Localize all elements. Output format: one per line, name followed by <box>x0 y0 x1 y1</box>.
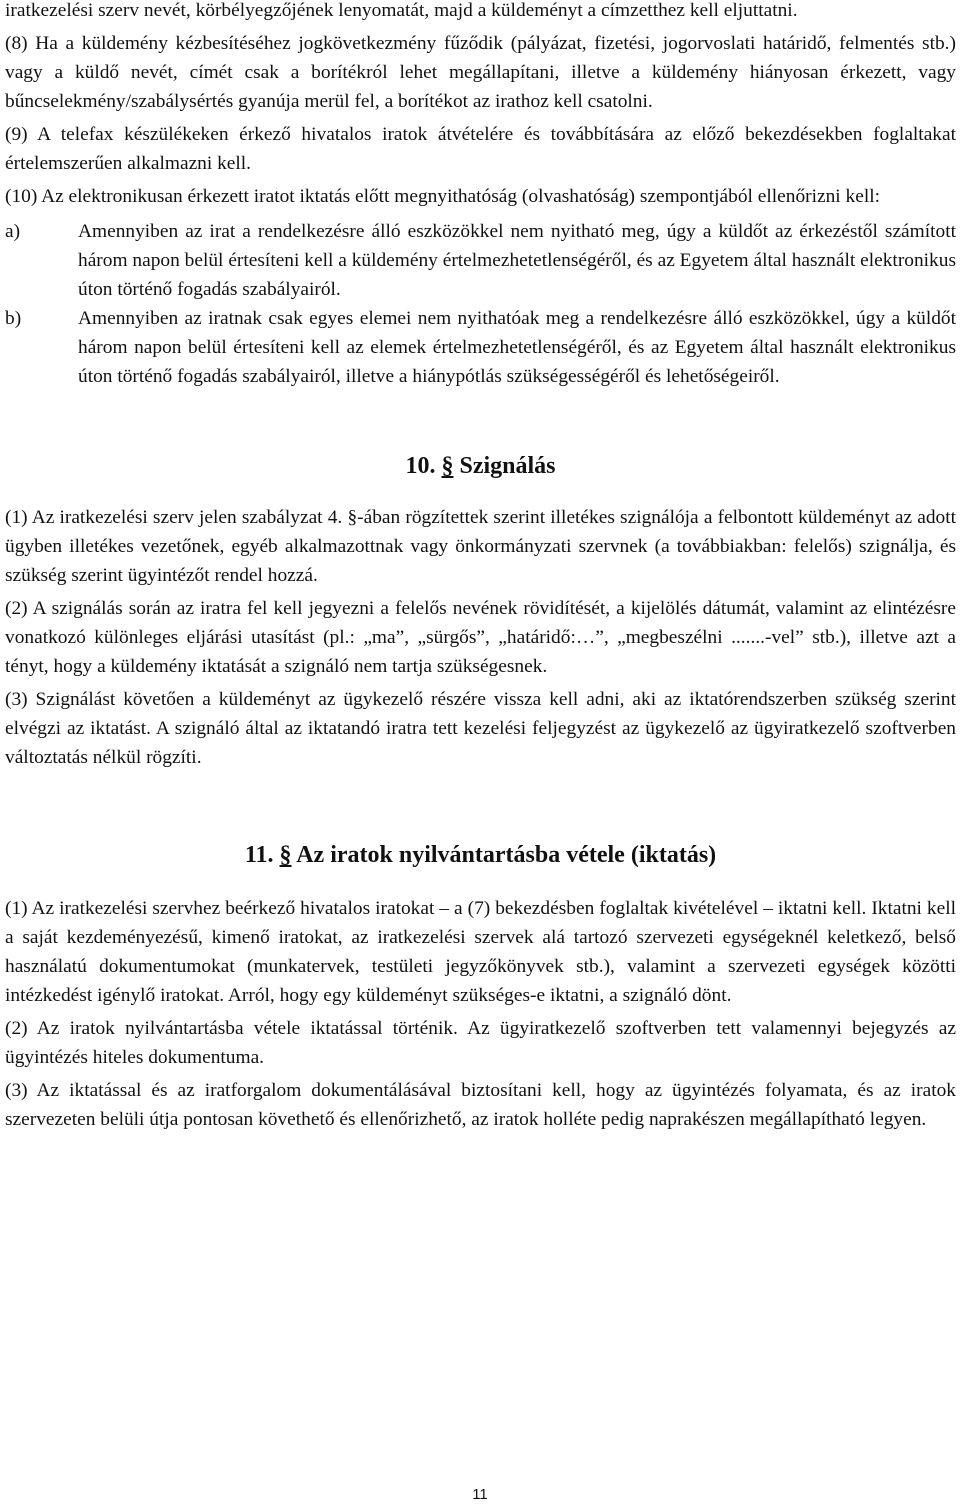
list-marker: b) <box>5 308 22 329</box>
paragraph-continuation: iratkezelési szerv nevét, körbélyegzőjének lenyomatát, majd a küldeményt a címzetthez kell eljuttatni. <box>5 0 798 21</box>
section-10-heading <box>5 451 956 481</box>
section-sign: § <box>279 842 292 868</box>
section-number: 10. <box>405 453 436 479</box>
paragraph-9: (9) A telefax készülékeken érkező hivatalos iratok átvételére és továbbítására az előző bekezdésekben foglaltakat értelemszerűen alkalmazni kell. <box>5 124 956 174</box>
document-page <box>5 0 956 1138</box>
list-item-text: Amennyiben az irat a rendelkezésre álló eszközökkel nem nyitható meg, úgy a küldőt az érkezéstől számított három napon belül értesíteni kell a küldemény értelmezhetetlenségéről, és az Egyetem által használt elektronikus úton történő fogadás szabályairól. <box>78 221 956 300</box>
electronic-check-list <box>5 217 956 391</box>
section-number: 11. <box>244 842 274 868</box>
page-number: 11 <box>472 1486 488 1503</box>
section-11-paragraph-1: (1) Az iratkezelési szervhez beérkező hivatalos iratokat – a (7) bekezdésben foglaltak kivételével – iktatni kell. Iktatni kell a saját kezdeményezésű, kimenő iratokat, az iratkezelési szervek alá tartozó szervezeti egységeknél keletkező, belső használatú dokumentumokat (munkatervek, testületi jegyzőkönyvek stb.), valamint a szervezeti egységek közötti intézkedést igénylő iratokat. Arról, hogy egy küldeményt szükséges-e iktatni, a szignáló dönt. <box>5 898 956 1006</box>
list-item-a <box>5 217 956 304</box>
section-10-paragraph-2: (2) A szignálás során az iratra fel kell jegyezni a felelős nevének rövidítését, a kijelölés dátumát, valamint az elintézésre vonatkozó különleges eljárási utasítást (pl.: „ma”, „sürgős”, „határidő:…”, „megbeszélni .......-vel” stb.), illetve azt a tényt, hogy a küldemény iktatását a szignáló nem tartja szükségesnek. <box>5 598 956 677</box>
list-item-text: Amennyiben az iratnak csak egyes elemei nem nyithatóak meg a rendelkezésre álló eszközökkel, úgy a küldőt három napon belül értesíteni kell az elemek értelmezhetetlenségéről, és az Egyetem által használt elektronikus úton történő fogadás szabályairól, illetve a hiánypótlás szükségességéről és lehetőségeiről. <box>78 308 956 387</box>
section-10-paragraph-1: (1) Az iratkezelési szerv jelen szabályzat 4. §-ában rögzítettek szerint illetékes szignálója a felbontott küldeményt az adott ügyben illetékes vezetőnek, egyéb alkalmazottnak vagy önkormányzati szervnek (a továbbiakban: felelős) szignálja, és szükség szerint ügyintézőt rendel hozzá. <box>5 507 956 586</box>
section-11-paragraph-3: (3) Az iktatással és az iratforgalom dokumentálásával biztosítani kell, hogy az ügyintézés folyamata, és az iratok szervezeten belüli útja pontosan követhető és ellenőrizhető, az iratok holléte pedig naprakészen megállapítható legyen. <box>5 1080 956 1130</box>
section-11-heading <box>5 840 956 870</box>
list-marker: a) <box>5 221 21 242</box>
paragraph-8: (8) Ha a küldemény kézbesítéséhez jogkövetkezmény fűződik (pályázat, fizetési, jogorvoslati határidő, felmentés stb.) vagy a küldő nevét, címét csak a borítékról lehet megállapítani, illetve a küldemény hiányosan érkezett, vagy bűncselekmény/szabálysértés gyanúja merül fel, a borítékot az irathoz kell csatolni. <box>5 33 956 112</box>
section-10-paragraph-3: (3) Szignálást követően a küldeményt az ügykezelő részére vissza kell adni, aki az iktatórendszerben szükség szerint elvégzi az iktatást. A szignáló által az iktatandó iratra tett kezelési feljegyzést az ügykezelő az ügyiratkezelő szoftverben változtatás nélkül rögzíti. <box>5 689 956 768</box>
section-sign: § <box>441 453 454 479</box>
section-11-paragraph-2: (2) Az iratok nyilvántartásba vétele iktatással történik. Az ügyiratkezelő szoftverben tett valamennyi bejegyzés az ügyintézés hiteles dokumentuma. <box>5 1018 956 1068</box>
section-title: Az iratok nyilvántartásba vétele (iktatás) <box>296 842 717 868</box>
section-title: Szignálás <box>459 453 556 479</box>
list-item-b <box>5 304 956 391</box>
paragraph-10: (10) Az elektronikusan érkezett iratot iktatás előtt megnyithatóság (olvashatóság) szempontjából ellenőrizni kell: <box>5 186 881 207</box>
